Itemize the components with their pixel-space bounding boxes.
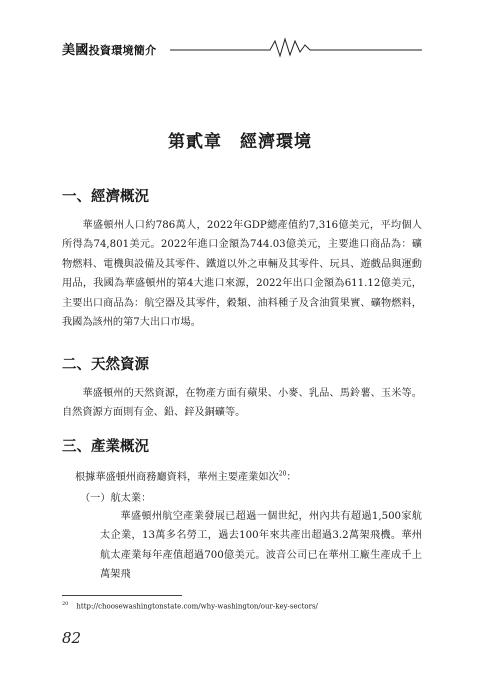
running-header: [62, 36, 422, 58]
paragraph-economy: 華盛頓州人口約786萬人，2022年GDP總產值約7,316億美元，平均個人所得為74,801美元。2022年進口金額為744.03億美元，主要進口商品為：礦物燃料、電機與設備及其零件、鐵道以外之車輛及其零件、玩具、遊戲品與運動用品，我國為華盛頓州的第4大進口來源，2022年出口金額為611.12億美元，主要出口商品為：航空器及其零件，穀類、油料種子及含油質果實、礦物燃料，我國為該州的第7大出口市場。: [62, 220, 422, 329]
header-wave-line-icon: [170, 36, 422, 58]
header-label-rest: 投資環境簡介: [88, 44, 157, 57]
section-heading-resources: 二、天然資源: [62, 356, 149, 373]
header-label-prefix: 美國: [62, 43, 89, 58]
industry-intro: [75, 468, 297, 483]
footnote-text: http://choosewashingtonstate.com/why-washington/our-key-sectors/: [76, 602, 318, 611]
section-heading-economy: 一、經濟概況: [62, 188, 149, 205]
footnote: [62, 601, 318, 610]
footnote-reference: 20: [278, 470, 287, 478]
paragraph-resources: 華盛頓州的天然資源，在物產方面有蘋果、小麥、乳品、馬鈴薯、玉米等。自然資源方面則有金、鉛、鋅及銅礦等。: [62, 388, 422, 419]
industry-intro-end: ：: [286, 472, 297, 483]
footnote-number: 20: [62, 601, 69, 607]
industry-intro-text: 根據華盛頓州商務廳資料，華州主要產業如次: [75, 472, 279, 483]
page-number: 82: [62, 629, 82, 647]
footnote-divider: [62, 595, 182, 596]
header-label: [62, 39, 156, 58]
paragraph-aerospace: 華盛頓州航空產業發展已超過一個世紀，州內共有超過1,500家航太企業，13萬多名勞工，過去100年來共產出超過3.2萬架飛機。華州航太產業每年產值超過700億美元。波音公司已在華州工廠生產成千上萬架飛: [100, 511, 422, 581]
section-heading-industry: 三、產業概況: [62, 438, 149, 455]
chapter-title: 第貳章 經濟環境: [168, 132, 312, 152]
sub-heading-aerospace: （一）航太業：: [80, 493, 152, 504]
